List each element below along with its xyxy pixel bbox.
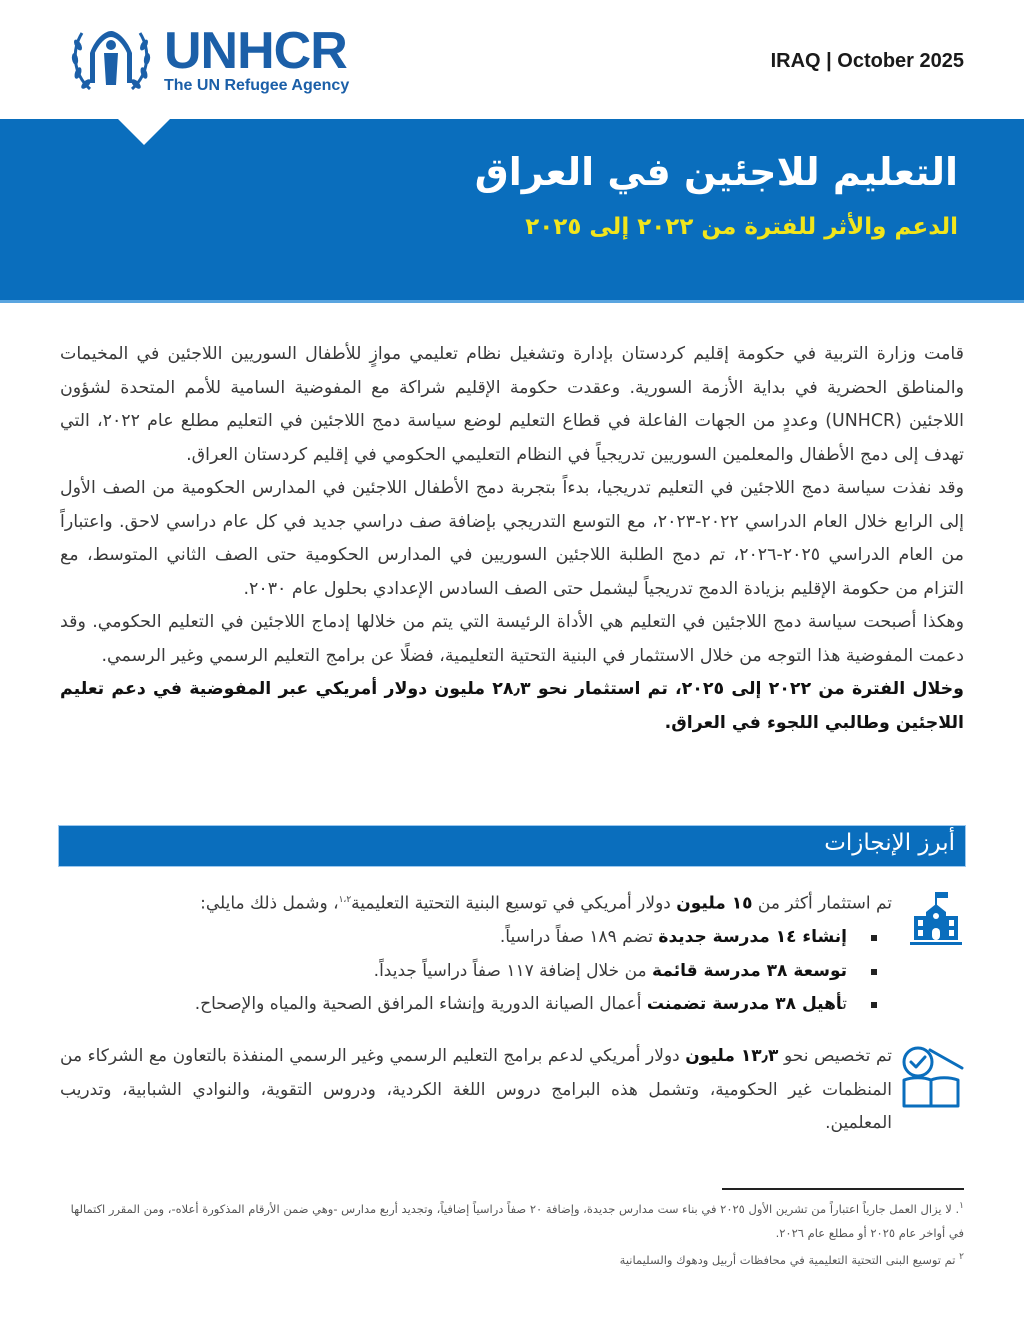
unhcr-logo bbox=[68, 20, 378, 100]
highlights-section-header bbox=[58, 825, 966, 867]
footnote-reference[interactable]: ١،٢ bbox=[338, 895, 352, 905]
programs-highlight: تم تخصيص نحو ١٣٫٣ مليون دولار أمريكي لدعم برامج التعليم الرسمي وغير الرسمي المنفذة بالتعاون مع الشركاء من المنظمات غير الحكومية، وتشمل هذه البرامج دروس اللغة الكردية، ودروس التقوية، والنوادي الشبابية، وتدريب المعلمين. bbox=[60, 1046, 892, 1133]
unhcr-emblem-icon bbox=[68, 23, 154, 97]
intro-paragraph: قامت وزارة التربية في حكومة إقليم كردستان بإدارة وتشغيل نظام تعليمي موازٍ للأطفال السوريين اللاجئين في المخيمات والمناطق الحضرية في بداية الأزمة السورية. وعقدت حكومة الإقليم شراكة مع المفوضية السامية للأمم المتحدة لشؤون اللاجئين (UNHCR) وعددٍ من الجهات الفاعلة في قطاع التعليم لوضع سياسة دمج اللاجئين في التعليم مطلع عام ٢٠٢٢، التي تهدف إلى دمج الأطفال والمعلمين السوريين تدريجياً في النظام التعليمي الحكومي في إقليم كردستان العراق. bbox=[60, 344, 965, 465]
infrastructure-intro: تم استثمار أكثر من ١٥ مليون دولار أمريكي في توسيع البنية التحتية التعليمية$^{١،٢}$، وشمل ذلك مايلي: bbox=[200, 893, 892, 914]
country-date-label: IRAQ | October 2025 bbox=[770, 50, 964, 72]
intro-paragraph: وقد نفذت سياسة دمج اللاجئين في التعليم تدريجيا، بدءاً بتجربة دمج الأطفال اللاجئين في المدارس الحكومية من الصف الأول إلى الرابع خلال العام الدراسي ٢٠٢٢-٢٠٢٣، مع التوسع التدريجي بإضافة صف دراسي جديد في كل عام دراسي لاحق. واعتباراً من العام الدراسي ٢٠٢٥-٢٠٢٦، تم دمج الطلبة اللاجئين السوريين في المدارس الحكومية حتى الصف الثاني المتوسط، مع التزام من حكومة الإقليم بزيادة الدمج تدريجياً ليشمل حتى الصف السادس الإعدادي بحلول عام ٢٠٣٠. bbox=[60, 478, 964, 599]
book-checkmark-icon bbox=[900, 1044, 966, 1110]
programs-amount: ١٣٫٣ مليون bbox=[685, 1046, 779, 1066]
highlights-title: أبرز الإنجازات bbox=[824, 830, 955, 856]
page-subtitle: الدعم والأثر للفترة من ٢٠٢٢ إلى ٢٠٢٥ bbox=[525, 214, 958, 240]
infrastructure-amount: ١٥ مليون bbox=[676, 893, 753, 914]
footnote-1: $^١$. لا يزال العمل جارياً اعتباراً من تشرين الأول ٢٠٢٥ في بناء ست مدارس جديدة، وإضافة ٢٠ صفاً دراسياً إضافياً، وتجديد أربع مدارس -وهي ضمن الأرقام المذكورة أعلاه-، ومن المقرر اكتمالها في أواخر عام ٢٠٢٥ أو مطلع عام ٢٠٢٦. bbox=[70, 1201, 964, 1240]
investment-statement: وخلال الفترة من ٢٠٢٢ إلى ٢٠٢٥، تم استثمار نحو ٢٨٫٣ مليون دولار أمريكي عبر المفوضية في دعم تعليم اللاجئين وطالبي اللجوء في العراق. bbox=[60, 679, 964, 733]
logo-tagline: The UN Refugee Agency bbox=[164, 76, 350, 94]
footnote-2: $^٢$ تم توسيع البنى التحتية التعليمية في محافظات أربيل ودهوك والسليمانية bbox=[619, 1251, 964, 1267]
banner-notch-decoration bbox=[118, 119, 170, 145]
title-banner bbox=[0, 119, 1024, 303]
school-building-icon bbox=[906, 888, 966, 948]
infrastructure-list bbox=[132, 921, 892, 1022]
list-item: توسعة ٣٨ مدرسة قائمة من خلال إضافة ١١٧ صفاً دراسياً جديداً. bbox=[132, 955, 892, 989]
infrastructure-highlight bbox=[132, 884, 892, 1022]
logo-name: UNHCR bbox=[164, 21, 347, 80]
footnotes bbox=[66, 1194, 964, 1272]
intro-section bbox=[60, 338, 964, 740]
list-item: تأهيل ٣٨ مدرسة تضمنت أعمال الصيانة الدورية وإنشاء المرافق الصحية والمياه والإصحاح. bbox=[132, 988, 892, 1022]
list-item: إنشاء ١٤ مدرسة جديدة تضم ١٨٩ صفاً دراسياً. bbox=[132, 921, 892, 955]
intro-paragraph: وهكذا أصبحت سياسة دمج اللاجئين في التعليم هي الأداة الرئيسة التي يتم من خلالها إدماج اللاجئين في التعليم الحكومي. وقد دعمت المفوضية هذا التوجه من خلال الاستثمار في البنية التحتية التعليمية، فضلًا عن برامج التعليم الرسمي وغير الرسمي. bbox=[60, 612, 964, 666]
page-title: التعليم للاجئين في العراق bbox=[474, 150, 958, 194]
footnote-divider bbox=[722, 1188, 964, 1190]
